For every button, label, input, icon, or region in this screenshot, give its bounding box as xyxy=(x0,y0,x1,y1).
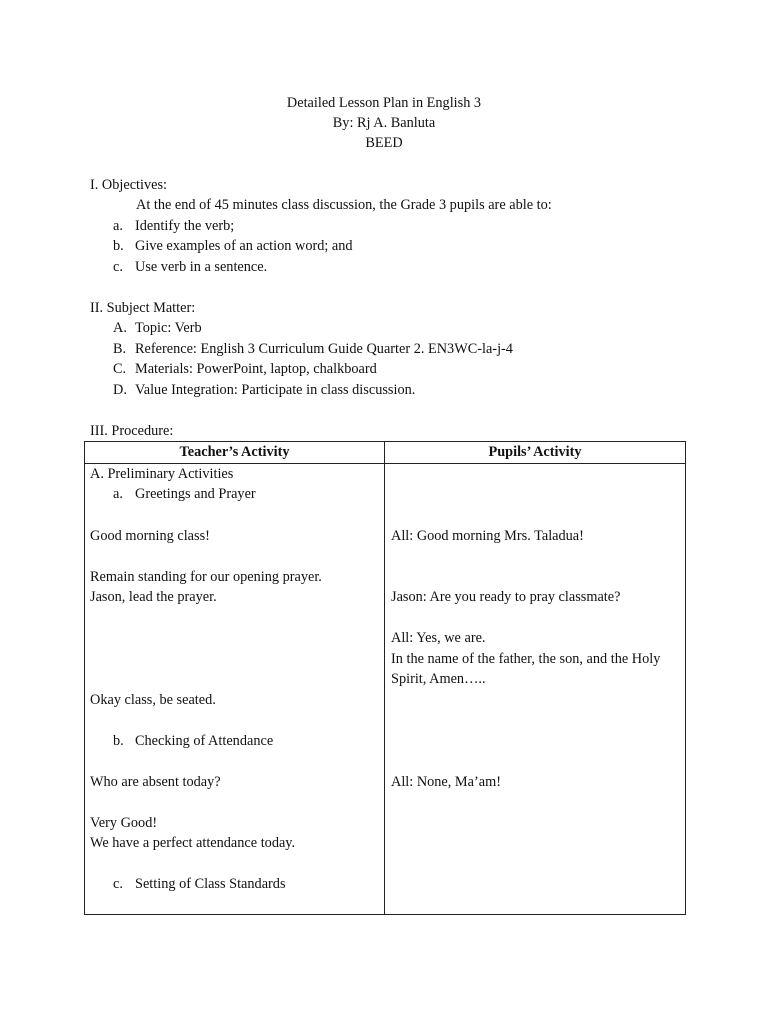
subject-matter-item-text: Reference: English 3 Curriculum Guide Quarter 2. EN3WC-la-j-4 xyxy=(135,341,513,357)
objectives-heading: I. Objectives: xyxy=(90,177,168,193)
pupils-activity-cell xyxy=(385,463,686,915)
sub-item-label: c. xyxy=(113,875,123,892)
subject-matter-item-text: Value Integration: Participate in class discussion. xyxy=(135,382,416,398)
pupil-line: All: None, Ma’am! xyxy=(391,773,501,790)
objective-item-label: c. xyxy=(113,259,123,275)
objectives-intro: At the end of 45 minutes class discussion, the Grade 3 pupils are able to: xyxy=(136,197,552,213)
subject-matter-item-text: Materials: PowerPoint, laptop, chalkboard xyxy=(135,361,377,377)
pupil-line: All: Yes, we are. xyxy=(391,629,486,646)
teacher-line: Good morning class! xyxy=(90,527,210,544)
pupils-activity-header: Pupils’ Activity xyxy=(385,442,686,464)
subject-matter-item-label: A. xyxy=(113,320,127,336)
pupil-line: All: Good morning Mrs. Taladua! xyxy=(391,527,584,544)
teacher-line: We have a perfect attendance today. xyxy=(90,834,296,851)
checking-of-attendance-label: Checking of Attendance xyxy=(135,732,274,749)
procedure-table-header-row xyxy=(85,442,686,464)
preliminary-activities-heading: A. Preliminary Activities xyxy=(90,465,234,482)
pupil-line: Spirit, Amen….. xyxy=(391,670,486,687)
setting-of-class-standards-label: Setting of Class Standards xyxy=(135,875,286,892)
teacher-activity-cell xyxy=(85,463,385,915)
procedure-table-row xyxy=(85,463,686,915)
subject-matter-heading: II. Subject Matter: xyxy=(90,300,196,316)
teacher-line: Okay class, be seated. xyxy=(90,691,216,708)
greetings-and-prayer-label: Greetings and Prayer xyxy=(135,485,256,502)
objective-item-text: Identify the verb; xyxy=(135,218,235,234)
teacher-line: Very Good! xyxy=(90,814,158,831)
subject-matter-item-text: Topic: Verb xyxy=(135,320,202,336)
subject-matter-item-label: D. xyxy=(113,382,127,398)
sub-item-label: b. xyxy=(113,732,124,749)
document-author: By: Rj A. Banluta xyxy=(332,115,436,131)
document-course: BEED xyxy=(365,135,403,151)
subject-matter-item-label: C. xyxy=(113,361,127,377)
pupil-line: Jason: Are you ready to pray classmate? xyxy=(391,588,621,605)
document-title: Detailed Lesson Plan in English 3 xyxy=(286,95,482,111)
teacher-activity-header: Teacher’s Activity xyxy=(85,442,385,464)
teacher-line: Who are absent today? xyxy=(90,773,221,790)
pupil-line: In the name of the father, the son, and the Holy xyxy=(391,650,661,667)
objective-item-label: b. xyxy=(113,238,124,254)
sub-item-label: a. xyxy=(113,485,123,502)
objective-item-text: Use verb in a sentence. xyxy=(135,259,268,275)
teacher-line: Jason, lead the prayer. xyxy=(90,588,217,605)
procedure-heading: III. Procedure: xyxy=(90,423,174,439)
subject-matter-item-label: B. xyxy=(113,341,127,357)
objective-item-text: Give examples of an action word; and xyxy=(135,238,353,254)
objective-item-label: a. xyxy=(113,218,123,234)
teacher-line: Remain standing for our opening prayer. xyxy=(90,568,322,585)
procedure-table xyxy=(84,441,686,915)
